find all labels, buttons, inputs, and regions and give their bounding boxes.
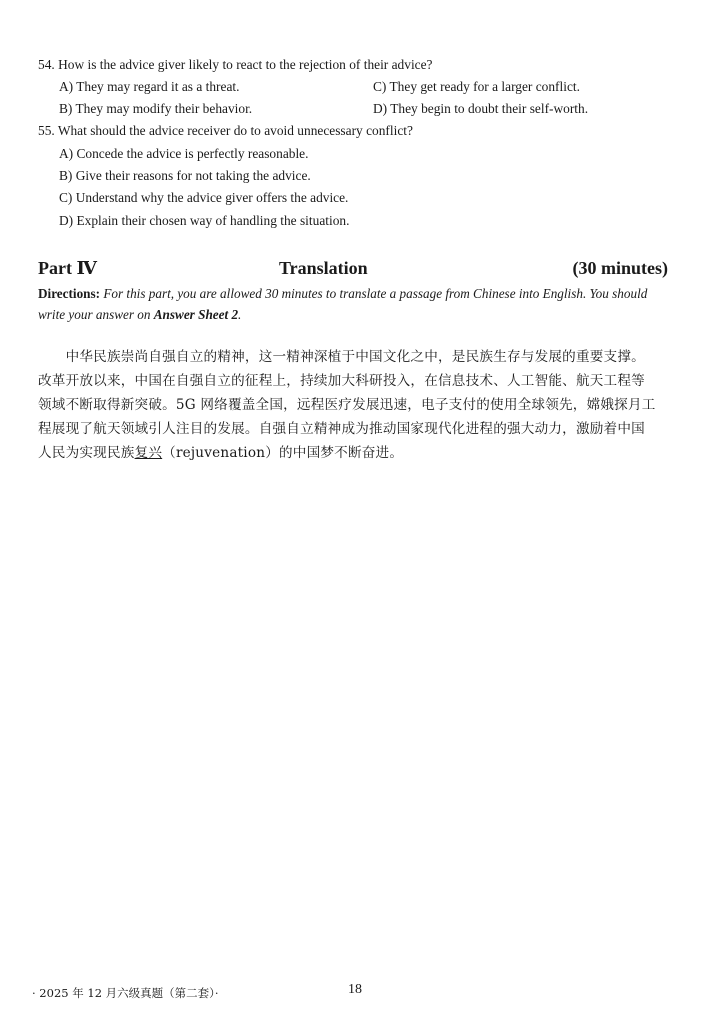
page-number: 18 — [348, 982, 362, 997]
question-54-option-c: C) They get ready for a larger conflict. — [373, 79, 580, 94]
question-54-option-a: A) They may regard it as a threat. — [59, 79, 240, 94]
passage-line-5 — [38, 443, 403, 463]
question-55-stem: 55. What should the advice receiver do to avoid unnecessary conflict? — [38, 123, 413, 138]
part-title: Translation — [279, 258, 368, 278]
question-54-option-b: B) They may modify their behavior. — [59, 101, 253, 116]
passage-line-4: 程展现了航天领域引人注目的发展。自强自立精神成为推动国家现代化进程的强大动力，激励着中国 — [38, 421, 645, 437]
footer-exam-label: · 2025 年 12 月六级真题（第二套）· — [32, 986, 219, 1000]
question-55-option-c: C) Understand why the advice giver offers the advice. — [59, 190, 349, 205]
passage-line-3: 领域不断取得新突破。5G 网络覆盖全国，远程医疗发展迅速，电子支付的使用全球领先，嫦娥探月工 — [38, 397, 656, 413]
part-time-limit: (30 minutes) — [572, 258, 668, 278]
question-55-option-d: D) Explain their chosen way of handling the situation. — [59, 213, 350, 228]
passage-line-5-end: （rejuvenation）的中国梦不断奋进。 — [162, 445, 404, 461]
passage-line-2: 改革开放以来，中国在自强自立的征程上，持续加大科研投入，在信息技术、人工智能、航天工程等 — [38, 373, 645, 389]
question-54-stem: 54. How is the advice giver likely to react to the rejection of their advice? — [38, 57, 433, 72]
question-54-option-d: D) They begin to doubt their self-worth. — [373, 101, 589, 116]
underlined-term: 复兴 — [134, 445, 163, 461]
passage-line-5-start: 人民为实现民族 — [38, 445, 135, 461]
question-55-option-b: B) Give their reasons for not taking the advice. — [59, 168, 311, 183]
directions-label: Directions: — [38, 286, 101, 301]
question-55-option-a: A) Concede the advice is perfectly reasonable. — [59, 146, 309, 161]
directions-end: . — [238, 307, 242, 322]
part-label: Part Ⅳ — [38, 258, 97, 278]
directions-text: For this part, you are allowed 30 minutes to translate a passage from Chinese into English. You should write your answer on — [38, 286, 648, 322]
directions — [38, 283, 670, 325]
part-header — [38, 258, 668, 282]
passage-line-1: 中华民族崇尚自强自立的精神，这一精神深植于中国文化之中，是民族生存与发展的重要支撑。 — [38, 349, 645, 365]
answer-sheet-reference: Answer Sheet 2 — [153, 307, 239, 322]
